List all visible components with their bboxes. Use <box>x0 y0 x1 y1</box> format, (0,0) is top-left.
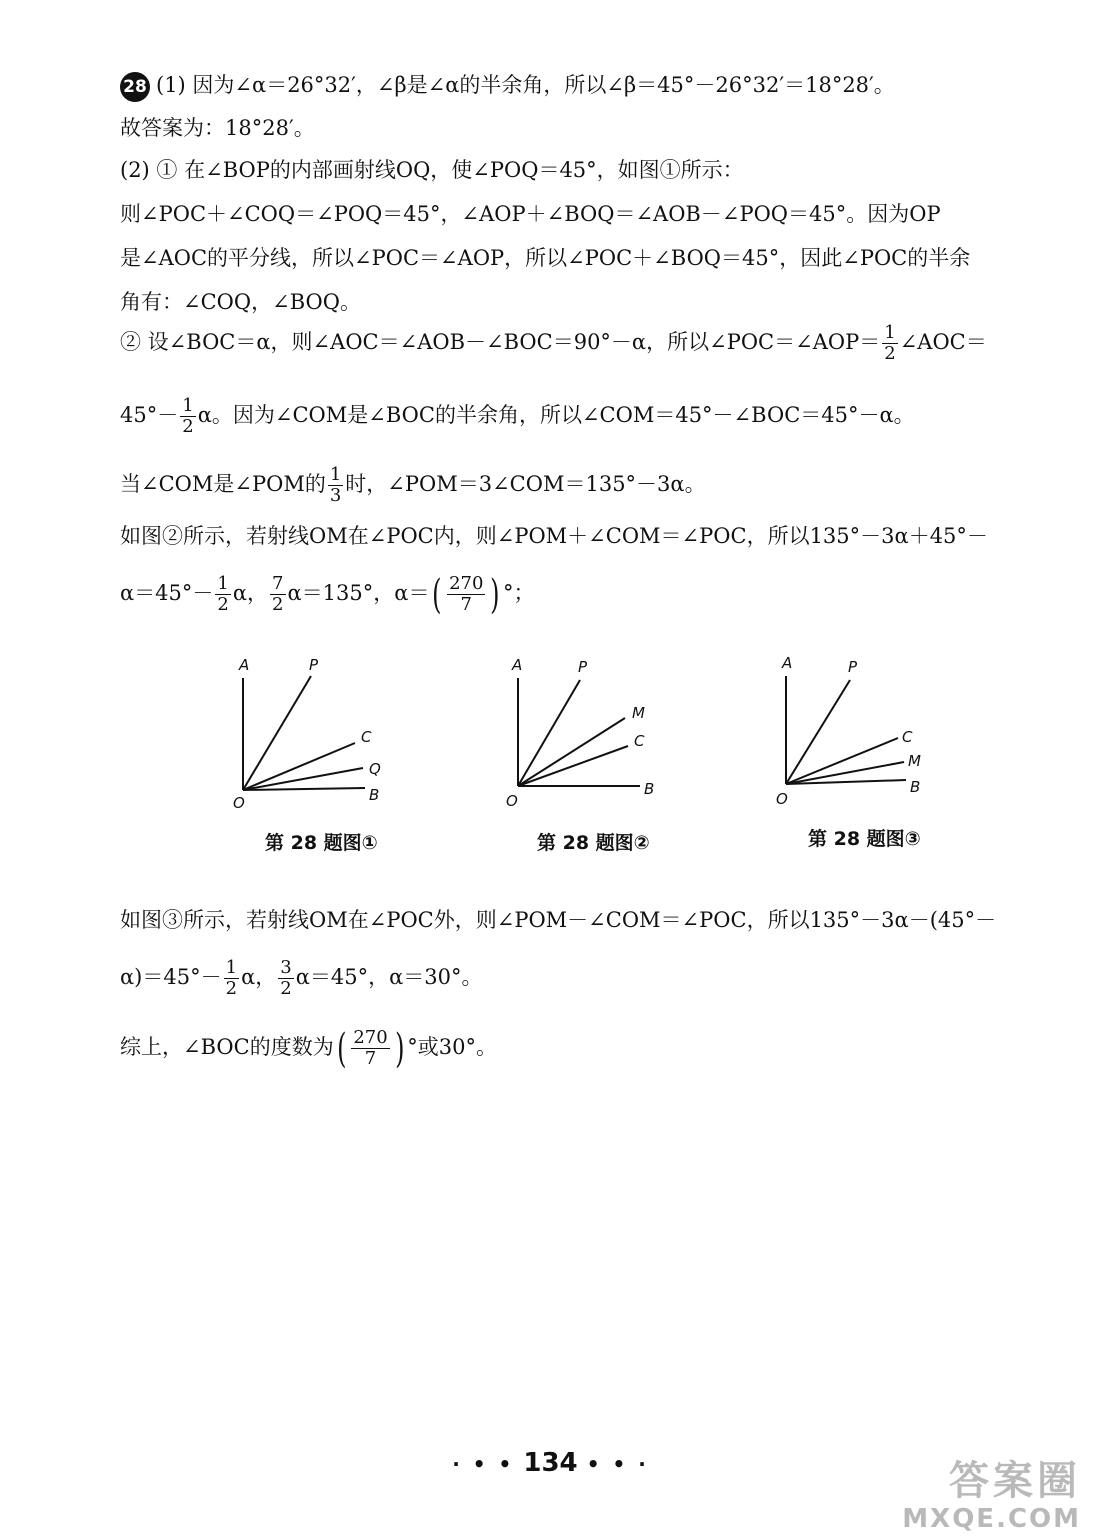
text-line-5 <box>120 243 1043 273</box>
text-line-12 <box>120 905 1043 935</box>
part2-step1-intro: (2) ① 在∠BOP的内部画射线OQ，使∠POQ＝45°，如图①所示： <box>120 158 744 182</box>
fraction-one-third: $\frac{1}{3}$ <box>329 464 342 506</box>
text-line-8: 45°－ $\frac{1}{2}$ α。因为∠COM是∠BOC的半余角，所以∠COM＝45°－∠BOC＝45°－α。 <box>120 395 915 437</box>
label-B: B <box>369 786 380 804</box>
fraction-one-half: $\frac{1}{2}$ <box>884 322 896 364</box>
part2-step1-derivation-cont: 是∠AOC的平分线，所以∠POC＝∠AOP，所以∠POC＋∠BOQ＝45°，因此∠POC的半余 <box>120 246 971 270</box>
case-figure3-intro: 如图③所示，若射线OM在∠POC外，则∠POM－∠COM＝∠POC，所以135°－3α－(45°－ <box>120 908 997 932</box>
watermark-url: MXQE.COM <box>902 1504 1081 1534</box>
fraction-three-half: $\frac{3}{2}$ <box>280 957 292 999</box>
text-line-2 <box>120 113 1043 143</box>
part2-step2-pom: 时，∠POM＝3∠COM＝135°－3α。 <box>345 472 706 496</box>
text-line-9: 当∠COM是∠POM的 $\frac{1}{3}$ 时，∠POM＝3∠COM＝135°－3α。 <box>120 464 706 506</box>
label-M: M <box>632 704 645 722</box>
final-conclusion: °或30°。 <box>407 1035 498 1059</box>
text-line-6 <box>120 287 1043 317</box>
text-line-7: ② 设∠BOC＝α，则∠AOC＝∠AOB－∠BOC＝90°－α，所以∠POC＝∠AOP＝ $\frac{1}{2}$ ∠AOC＝ <box>120 322 987 364</box>
label-M: M <box>908 752 921 770</box>
label-A: A <box>239 656 250 674</box>
case-figure2-intro: 如图②所示，若射线OM在∠POC内，则∠POM＋∠COM＝∠POC，所以135°－3α＋45°－ <box>120 524 988 548</box>
site-watermark <box>902 1458 1081 1534</box>
part2-step2-setup: ② 设∠BOC＝α，则∠AOC＝∠AOB－∠BOC＝90°－α，所以∠POC＝∠AOP＝ <box>120 330 881 354</box>
fraction-one-half: $\frac{1}{2}$ <box>217 573 229 615</box>
figure-3 <box>768 640 948 810</box>
text-line-14: 综上，∠BOC的度数为( $\frac{270}{7}$ ) °或30°。 <box>120 1025 498 1072</box>
figure-1 <box>225 640 405 810</box>
text-line-1 <box>120 70 1043 102</box>
text-line-11: α＝45°－ $\frac{1}{2}$ α， $\frac{7}{2}$ α＝135°，α＝( $\frac{270}{7}$ ) °； <box>120 571 535 618</box>
fraction-seven-half: $\frac{7}{2}$ <box>272 573 284 615</box>
part1-answer: 故答案为：18°28′。 <box>120 116 315 140</box>
label-C: C <box>634 732 645 750</box>
fraction-one-half: $\frac{1}{2}$ <box>182 395 194 437</box>
label-C: C <box>902 728 913 746</box>
figure-2 <box>500 640 680 810</box>
fraction-270-over-7: $\frac{270}{7}$ <box>449 573 484 615</box>
label-B: B <box>644 780 655 798</box>
problem-number-badge: 28 <box>120 72 150 102</box>
text-line-13: α)＝45°－ $\frac{1}{2}$ α， $\frac{3}{2}$ α＝45°，α＝30°。 <box>120 957 483 999</box>
label-A: A <box>512 656 523 674</box>
footer-dots-left: · • • <box>452 1452 515 1476</box>
label-A: A <box>782 654 793 672</box>
figure-3-caption: 第 28 题图③ <box>808 828 921 850</box>
figure-3-diagram <box>768 640 948 810</box>
label-C: C <box>361 728 372 746</box>
part2-step1-conclusion: 角有：∠COQ，∠BOQ。 <box>120 290 361 314</box>
watermark-logo-text: 答案圈 <box>949 1458 1081 1504</box>
label-B: B <box>910 778 921 796</box>
figure-1-caption: 第 28 题图① <box>265 832 378 854</box>
footer-dots-right: • • · <box>586 1452 649 1476</box>
label-P: P <box>578 658 588 676</box>
label-P: P <box>848 658 858 676</box>
fraction-270-over-7: $\frac{270}{7}$ <box>353 1027 388 1069</box>
part1-statement: (1) 因为∠α＝26°32′，∠β是∠α的半余角，所以∠β＝45°－26°32′＝18°28′。 <box>156 73 895 97</box>
figure-1-diagram <box>225 640 405 810</box>
label-O: O <box>776 790 788 808</box>
label-O: O <box>233 794 245 810</box>
figure-2-diagram <box>500 640 680 810</box>
part2-step1-derivation: 则∠POC＋∠COQ＝∠POQ＝45°，∠AOP＋∠BOQ＝∠AOB－∠POQ＝45°。因为OP <box>120 202 941 226</box>
fraction-one-half: $\frac{1}{2}$ <box>225 957 238 999</box>
label-Q: Q <box>369 760 381 778</box>
page-number: 134 <box>523 1448 578 1478</box>
label-P: P <box>309 656 319 674</box>
text-line-4 <box>120 199 1043 229</box>
part2-step2-com: α。因为∠COM是∠BOC的半余角，所以∠COM＝45°－∠BOC＝45°－α。 <box>197 403 915 427</box>
text-line-10 <box>120 521 1043 551</box>
label-O: O <box>506 792 518 810</box>
figure-2-caption: 第 28 题图② <box>537 832 650 854</box>
text-line-3 <box>120 155 1043 185</box>
